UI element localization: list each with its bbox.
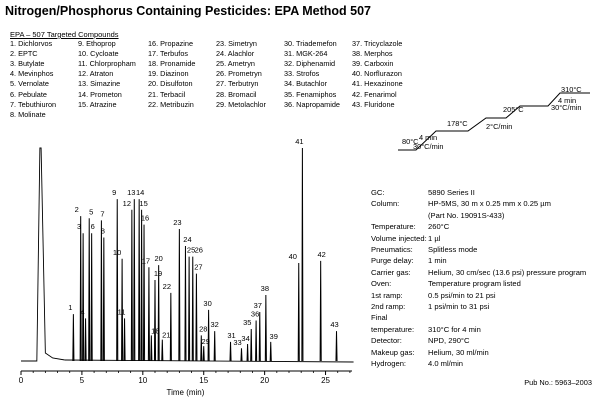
peak-33 — [241, 348, 242, 361]
condition-value: 260°C — [428, 222, 450, 232]
peak-label: 5 — [89, 207, 94, 217]
compound-entry: 33. Strofos — [284, 69, 320, 79]
condition-label: Column: — [371, 199, 400, 209]
peak-9 — [117, 199, 118, 361]
condition-value: Temperature program listed — [428, 279, 521, 289]
compound-entry: 31. MGK-264 — [284, 49, 328, 59]
compound-entry: 15. Atrazine — [78, 99, 117, 109]
peak-1 — [73, 314, 74, 361]
peak-40 — [298, 263, 299, 361]
peak-label: 25 — [186, 245, 196, 255]
peak-41 — [302, 148, 303, 361]
condition-value: Splitless mode — [428, 245, 478, 254]
peak-label: 43 — [330, 320, 339, 330]
peak-label: 23 — [173, 217, 182, 227]
x-tick-label: 15 — [199, 376, 209, 385]
compound-entry: 14. Prometon — [78, 89, 122, 99]
peak-35 — [251, 329, 252, 361]
compound-entry: 3. Butylate — [10, 59, 45, 69]
peak-label: 33 — [233, 338, 242, 348]
condition-label: temperature: — [371, 324, 415, 334]
peak-label: 17 — [141, 256, 151, 266]
peak-label: 15 — [139, 198, 148, 208]
condition-label: Purge delay: — [371, 256, 414, 266]
compound-entry: 4. Mevinphos — [10, 69, 54, 79]
peak-label: 40 — [288, 252, 297, 262]
condition-value: 4.0 ml/min — [428, 359, 464, 368]
peak-label: 9 — [112, 188, 117, 198]
peak-label: 30 — [203, 298, 212, 308]
peak-label: 11 — [117, 307, 126, 317]
x-tick-label: 5 — [79, 376, 85, 385]
peak-label: 2 — [74, 205, 79, 215]
peak-label: 16 — [140, 213, 150, 223]
peak-label: 22 — [162, 281, 172, 291]
peak-4 — [85, 318, 86, 361]
compound-entry: 42. Fenarimol — [352, 89, 397, 99]
temperature-program-label: 4 min — [558, 96, 577, 105]
compound-entry: 1. Dichlorvos — [10, 39, 53, 48]
peak-16 — [143, 225, 144, 361]
condition-value: Helium, 30 cm/sec (13.6 psi) pressure program — [428, 267, 587, 277]
compound-entry: 26. Prometryn — [216, 69, 262, 79]
compound-entry: 38. Merphos — [352, 49, 393, 59]
legend-heading: EPA – 507 Targeted Compounds — [10, 30, 119, 39]
peak-label: 42 — [317, 249, 326, 259]
compound-entry: 39. Carboxin — [352, 59, 394, 69]
peak-24 — [185, 246, 186, 361]
compound-entry: 23. Simetryn — [216, 39, 257, 48]
peak-20 — [158, 265, 159, 361]
condition-label: 1st ramp: — [371, 290, 403, 300]
time-axis — [19, 371, 352, 397]
peak-label: 13 — [127, 188, 136, 198]
temperature-program-label: 205°C — [503, 105, 524, 114]
peak-30 — [208, 310, 209, 361]
peak-label: 21 — [162, 330, 171, 340]
peak-5 — [89, 218, 90, 361]
peak-label: 31 — [227, 330, 236, 340]
peak-label: 19 — [153, 269, 163, 279]
peak-label: 27 — [194, 262, 203, 272]
compound-entry: 25. Ametryn — [216, 59, 255, 69]
condition-value: 310°C for 4 min — [428, 324, 481, 334]
chart-title: Nitrogen/Phosphorus Containing Pesticides: EPA Method 507 — [5, 4, 372, 18]
peak-7 — [101, 220, 102, 361]
peak-label: 20 — [154, 254, 163, 264]
compound-entry: 27. Terbutryn — [216, 79, 259, 89]
peak-34 — [247, 344, 248, 361]
peak-27 — [196, 274, 197, 361]
condition-label: Volume injected: — [371, 233, 427, 243]
condition-label: GC: — [371, 188, 385, 197]
compound-entry: 24. Alachlor — [216, 49, 255, 59]
peak-22 — [170, 293, 171, 361]
peak-label: 28 — [199, 324, 208, 334]
condition-label: Detector: — [371, 336, 402, 346]
compound-entry: 10. Cycloate — [78, 49, 119, 59]
compound-entry: 13. Simazine — [78, 79, 121, 89]
peak-36 — [256, 321, 257, 361]
peak-label: 35 — [243, 318, 252, 328]
compound-entry: 35. Fenamiphos — [284, 89, 337, 99]
x-tick-label: 10 — [138, 376, 148, 385]
peak-label: 4 — [80, 307, 85, 317]
peak-label: 29 — [201, 337, 210, 347]
condition-value: HP-5MS, 30 m x 0.25 mm x 0.25 µm — [428, 199, 551, 209]
peak-label: 32 — [210, 320, 219, 330]
compound-entry: 7. Tebuthiuron — [10, 99, 57, 109]
compound-entry: 41. Hexazinone — [352, 79, 403, 89]
peak-15 — [141, 210, 142, 361]
peak-label: 37 — [253, 301, 262, 311]
peak-label: 26 — [194, 245, 203, 255]
peak-29 — [203, 346, 204, 361]
peak-label: 36 — [250, 309, 260, 319]
peak-39 — [270, 342, 271, 361]
peak-23 — [179, 229, 180, 361]
solvent-peak — [21, 148, 65, 361]
peak-label: 41 — [295, 137, 304, 146]
condition-label: Makeup gas: — [371, 347, 415, 357]
compound-entry: 40. Norflurazon — [352, 69, 402, 79]
condition-label: Carrier gas: — [371, 267, 411, 277]
condition-label: Hydrogen: — [371, 359, 407, 368]
compound-entry: 36. Napropamide — [284, 99, 340, 109]
condition-label: Pneumatics: — [371, 245, 413, 254]
peak-14 — [139, 199, 140, 361]
compound-entry: 11. Chlorpropham — [78, 59, 136, 69]
peak-label: 6 — [90, 222, 95, 232]
peak-32 — [214, 331, 215, 361]
temperature-program-label: 80°C — [402, 137, 419, 146]
condition-value: Helium, 30 ml/min — [428, 347, 489, 357]
x-tick-label: 0 — [18, 376, 24, 385]
peak-label: 14 — [135, 188, 145, 198]
compound-entry: 19. Diazinon — [148, 69, 189, 79]
peak-43 — [336, 331, 337, 361]
compound-entry: 30. Triademefon — [284, 39, 337, 48]
peak-18 — [151, 335, 152, 361]
peak-label: 1 — [68, 303, 73, 313]
peak-label: 38 — [260, 283, 270, 293]
temperature-program-label: 178°C — [447, 119, 468, 128]
compound-entry: 28. Bromacil — [216, 89, 257, 99]
temperature-program-label: 30°C/min — [413, 142, 444, 151]
temperature-program-label: 2°C/min — [486, 122, 513, 131]
compound-entry: 29. Metolachlor — [216, 99, 266, 109]
peak-26 — [192, 257, 193, 361]
x-tick-label: 20 — [260, 376, 270, 385]
peak-label: 12 — [122, 198, 132, 208]
peak-31 — [230, 342, 231, 361]
peak-11 — [124, 318, 125, 361]
compound-entry: 20. Disulfoton — [148, 79, 193, 89]
compound-entry: 5. Vernolate — [10, 79, 49, 89]
peak-42 — [320, 261, 321, 361]
compound-entry: 32. Diphenamid — [284, 59, 336, 69]
peak-label: 8 — [100, 226, 105, 236]
condition-value: NPD, 290°C — [428, 336, 470, 346]
condition-label: Oven: — [371, 279, 392, 289]
peak-13 — [134, 199, 135, 361]
condition-value: 1 psi/min to 31 psi — [428, 302, 490, 311]
compound-entry: 6. Pebulate — [10, 89, 47, 99]
compound-entry: 12. Atraton — [78, 69, 114, 79]
compound-entry: 18. Pronamide — [148, 59, 196, 69]
compound-entry: 17. Terbufos — [148, 49, 189, 59]
publication-number: Pub No.: 5963–2003 — [524, 378, 592, 387]
condition-value: 1 µl — [428, 233, 441, 243]
condition-label: Final — [371, 313, 388, 323]
compound-entry: 43. Fluridone — [352, 99, 395, 109]
peak-label: 34 — [241, 333, 250, 343]
temperature-program-label: 4 min — [419, 133, 438, 142]
condition-label: 2nd ramp: — [371, 302, 406, 311]
peak-label: 39 — [269, 331, 278, 341]
chromatogram-trace — [21, 148, 354, 362]
condition-value: 1 min — [428, 256, 447, 266]
peak-19 — [154, 280, 155, 361]
temperature-program-label: 30°C/min — [551, 103, 582, 112]
x-tick-label: 25 — [321, 376, 330, 385]
peak-label: 3 — [77, 222, 82, 232]
temperature-program-label: 310°C — [561, 85, 582, 94]
condition-label: Temperature: — [371, 222, 416, 232]
peak-6 — [91, 233, 92, 361]
peak-label: 10 — [112, 247, 122, 257]
condition-value: 5890 Series II — [428, 188, 475, 197]
condition-value: 0.5 psi/min to 21 psi — [428, 290, 496, 300]
peak-37 — [259, 312, 260, 361]
compound-entry: 22. Metribuzin — [148, 99, 194, 109]
peak-label: 24 — [183, 234, 192, 244]
compound-entry: 9. Ethoprop — [78, 39, 116, 48]
compound-entry: 37. Tricyclazole — [352, 39, 403, 48]
peak-21 — [162, 340, 163, 361]
peak-12 — [131, 210, 132, 361]
peak-17 — [148, 267, 149, 361]
peak-label: 7 — [100, 209, 105, 219]
peak-8 — [103, 237, 104, 361]
condition-value: (Part No. 19091S-433) — [428, 210, 505, 220]
x-axis-label: Time (min) — [166, 388, 205, 397]
compound-entry: 21. Terbacil — [148, 89, 186, 99]
peak-38 — [265, 295, 266, 361]
compound-entry: 8. Molinate — [10, 109, 46, 119]
peak-3 — [83, 233, 84, 361]
compound-entry: 16. Propazine — [148, 39, 194, 48]
peak-2 — [80, 216, 81, 361]
compound-entry: 34. Butachlor — [284, 79, 327, 89]
peak-25 — [189, 257, 190, 361]
compound-entry: 2. EPTC — [10, 49, 38, 59]
peak-label: 18 — [151, 326, 160, 336]
